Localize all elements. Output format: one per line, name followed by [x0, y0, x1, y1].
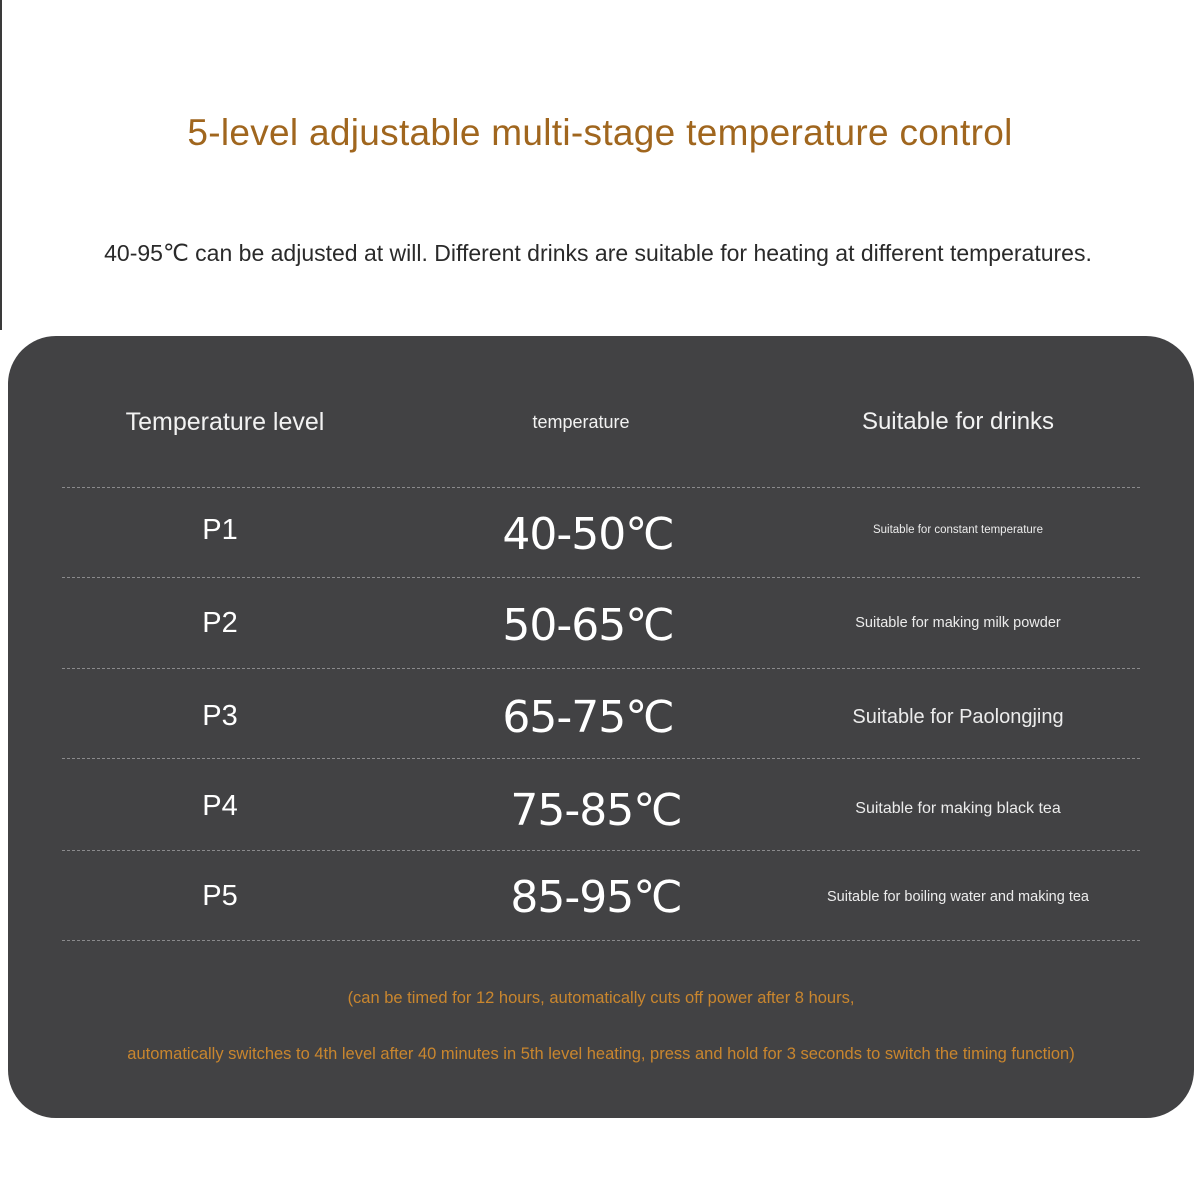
- row-separator: [62, 940, 1140, 941]
- row-3-temperature: 65-75℃: [502, 692, 674, 743]
- row-separator: [62, 668, 1140, 669]
- timing-note-line-2: automatically switches to 4th level after 40 minutes in 5th level heating, press and hold for 3 seconds to switch the timing function): [127, 1045, 1075, 1063]
- row-2-temperature: 50-65℃: [502, 600, 674, 651]
- header-temperature: temperature: [532, 412, 630, 432]
- row-separator: [62, 487, 1140, 488]
- row-separator: [62, 758, 1140, 759]
- header-temperature-level: Temperature level: [125, 408, 325, 436]
- row-2-drink: Suitable for making milk powder: [855, 615, 1061, 631]
- row-3-drink: Suitable for Paolongjing: [852, 706, 1064, 728]
- row-1-level: P1: [202, 514, 238, 546]
- row-1-drink: Suitable for constant temperature: [872, 524, 1044, 536]
- row-4-drink: Suitable for making black tea: [855, 800, 1061, 817]
- row-5-level: P5: [202, 880, 238, 912]
- row-1-temperature: 40-50℃: [502, 509, 674, 560]
- row-separator: [62, 850, 1140, 851]
- row-4-level: P4: [202, 790, 238, 822]
- row-separator: [62, 577, 1140, 578]
- row-5-drink: Suitable for boiling water and making tea: [827, 889, 1089, 905]
- header-suitable-drinks: Suitable for drinks: [861, 408, 1055, 435]
- timing-note-line-1: (can be timed for 12 hours, automatically cuts off power after 8 hours,: [347, 989, 855, 1007]
- row-4-temperature: 75-85℃: [510, 785, 682, 836]
- page-title: 5-level adjustable multi-stage temperature control: [187, 112, 1013, 153]
- page-subtitle: 40-95℃ can be adjusted at will. Different drinks are suitable for heating at different temperatures.: [104, 240, 1092, 266]
- row-5-temperature: 85-95℃: [510, 872, 682, 923]
- temperature-table-panel: [8, 336, 1194, 1118]
- row-2-level: P2: [202, 607, 238, 639]
- row-3-level: P3: [202, 700, 238, 732]
- left-edge-line: [0, 0, 2, 330]
